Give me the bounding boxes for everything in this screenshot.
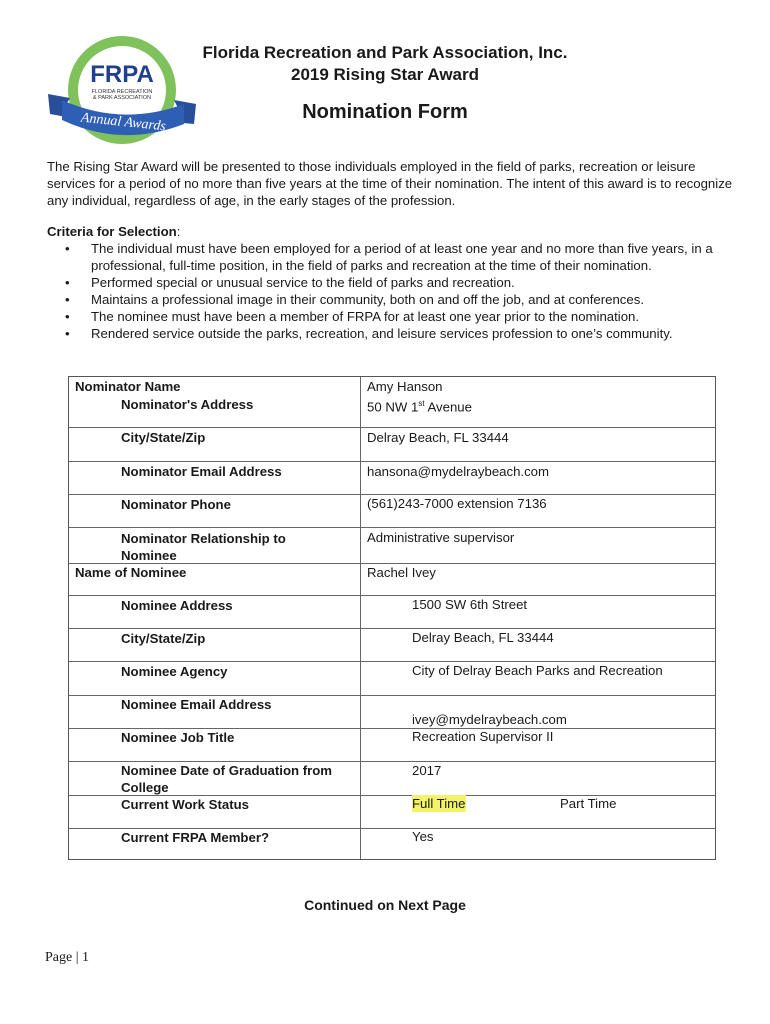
graduation-label-line1: Nominee Date of Graduation from	[121, 763, 333, 778]
work-status-part-time: Part Time	[560, 796, 617, 811]
award-name: 2019 Rising Star Award	[290, 65, 480, 84]
list-item	[47, 291, 737, 308]
nominee-name-label: Name of Nominee	[75, 565, 187, 580]
criteria-item-text: Rendered service outside the parks, recreation, and leisure services profession to one’s community.	[91, 326, 673, 341]
criteria-heading-colon: :	[176, 224, 181, 239]
column-divider	[360, 377, 361, 859]
list-item	[47, 240, 737, 274]
nominator-name-value: Amy Hanson	[367, 379, 443, 394]
criteria-item-text: Performed special or unusual service to the field of parks and recreation.	[91, 275, 515, 290]
logo-subtitle-2: & PARK ASSOCIATION	[92, 95, 152, 101]
work-status-full-time: Full Time	[412, 796, 466, 811]
organization-name: Florida Recreation and Park Association, Inc.	[202, 43, 568, 62]
nominator-address-label: Nominator's Address	[121, 397, 254, 412]
bullet-icon: •	[65, 241, 70, 256]
list-item	[47, 325, 737, 342]
frpa-member-label: Current FRPA Member?	[121, 830, 270, 845]
nominator-address-value	[367, 395, 472, 415]
nominee-email-value: ivey@mydelraybeach.com	[412, 712, 567, 727]
graduation-value: 2017	[412, 763, 442, 778]
nominator-city-label: City/State/Zip	[121, 430, 206, 445]
intro-paragraph: The Rising Star Award will be presented to those individuals employed in the field of parks, recreation or leisure services for a period of no more than five years at the time of their nomination. The intent of this award is to recognize any individual, regardless of age, in the early stages of the profession.	[47, 159, 733, 208]
nominee-city-label: City/State/Zip	[121, 631, 206, 646]
row-divider	[69, 461, 715, 462]
criteria-heading	[47, 224, 180, 239]
graduation-label-line2: College	[121, 780, 169, 795]
page-number: Page | 1	[45, 950, 90, 965]
nominee-email-label: Nominee Email Address	[121, 697, 272, 712]
nominee-name-value: Rachel Ivey	[367, 565, 436, 580]
nominator-email-label: Nominator Email Address	[121, 464, 282, 479]
nominator-city-value: Delray Beach, FL 33444	[367, 430, 509, 445]
list-item	[47, 274, 737, 291]
criteria-item-text: Maintains a professional image in their community, both on and off the job, and at conferences.	[91, 292, 644, 307]
nominator-address-ordinal: st	[418, 399, 425, 408]
relationship-label-line1: Nominator Relationship to	[121, 531, 286, 546]
graduation-label	[121, 762, 332, 796]
criteria-list	[47, 240, 737, 342]
relationship-value: Administrative supervisor	[367, 530, 515, 545]
row-divider	[69, 628, 715, 629]
relationship-label	[121, 530, 286, 564]
nominee-address-label: Nominee Address	[121, 598, 233, 613]
nominee-city-value: Delray Beach, FL 33444	[412, 630, 554, 645]
nominee-address-value: 1500 SW 6th Street	[412, 597, 528, 612]
nominee-agency-value: City of Delray Beach Parks and Recreation	[412, 663, 663, 678]
criteria-item-text: The nominee must have been a member of FRPA for at least one year prior to the nomination.	[91, 309, 640, 324]
criteria-heading-text: Criteria for Selection	[47, 224, 177, 239]
nominee-job-label: Nominee Job Title	[121, 730, 235, 745]
nominator-phone-value: (561)243-7000 extension 7136	[367, 496, 547, 511]
nominator-phone-label: Nominator Phone	[121, 497, 231, 512]
row-divider	[69, 427, 715, 428]
continued-note: Continued on Next Page	[304, 897, 466, 913]
list-item	[47, 308, 737, 325]
nominator-name-label: Nominator Name	[75, 379, 181, 394]
work-status-label: Current Work Status	[121, 797, 249, 812]
bullet-icon: •	[65, 326, 70, 341]
logo-acronym: FRPA	[90, 61, 154, 88]
row-divider	[69, 595, 715, 596]
nomination-table	[68, 376, 716, 860]
bullet-icon: •	[65, 292, 70, 307]
logo-ribbon-text: Annual Awards	[80, 110, 167, 135]
relationship-label-line2: Nominee	[121, 548, 177, 563]
form-title: Nomination Form	[302, 101, 468, 123]
frpa-member-value: Yes	[412, 829, 434, 844]
nominee-job-value: Recreation Supervisor II	[412, 729, 554, 744]
logo-subtitle-1: FLORIDA RECREATION	[91, 89, 153, 95]
bullet-icon: •	[65, 309, 70, 324]
row-divider	[69, 527, 715, 528]
nominator-address-number: 50 NW 1	[367, 399, 419, 415]
criteria-item-text: The individual must have been employed for a period of at least one year and no more than five years, in a professional, full-time position, in the field of parks and recreation at the time of their nomination.	[91, 241, 713, 273]
bullet-icon: •	[65, 275, 70, 290]
nominee-agency-label: Nominee Agency	[121, 664, 228, 679]
nominator-email-value: hansona@mydelraybeach.com	[367, 464, 549, 479]
nominator-address-street: Avenue	[424, 399, 472, 415]
